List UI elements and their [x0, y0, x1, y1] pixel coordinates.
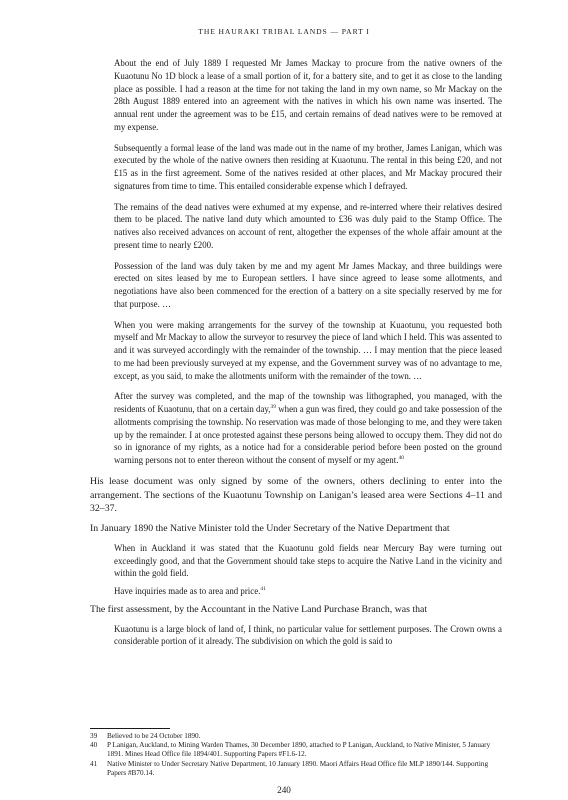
quote-paragraph: When in Auckland it was stated that the Kuaotunu gold fields near Mercury Bay were turning out exceedingly good, and that the Government should take steps to acquire the Native Land in the vicinity and within the gold field. [114, 542, 502, 579]
footnote-ref[interactable]: 39 [270, 404, 277, 411]
footnote-text: Native Minister to Under Secretary Native Department, 10 January 1890. Maori Affairs Head Office file MLP 1890/144. Supporting Papers #B70.14. [107, 759, 489, 777]
page-number: 240 [277, 785, 291, 795]
footnote-ref[interactable]: 41 [260, 586, 266, 593]
body-paragraph: The first assessment, by the Accountant in the Native Land Purchase Branch, was that [90, 603, 428, 615]
quote-text: when a gun was fired, they could go and take possession of the allotments comprising the township. No reservation was made of those belonging to me, and they were taken up by the remainder. I at once protested against these persons being allowed to occupy them. They did not do so in ignorance of my rights, as a notice had for a considerable period before been posted on the ground warning persons not to enter thereon without the consent of myself or my agent. [114, 404, 502, 465]
block-quote-accountant [90, 623, 502, 649]
quote-paragraph: Subsequently a formal lease of the land was made out in the name of my brother, James Lanigan, which was executed by the whole of the native owners then residing at Kuaotunu. The rental in this being £20, and not £15 as in the first agreement. Some of the natives resided at other places, and Mr Mackay procured their signatures from time to time. This entailed considerable expense which I defrayed. [114, 142, 502, 191]
quote-paragraph: When you were making arrangements for the survey of the township at Kuaotunu, you requested both myself and Mr Mackay to allow the surveyor to resurvey the piece of land which I held. This was assented to and it was surveyed accordingly with the remainder of the township. … I may mention that the piece leased to me had been previously surveyed at my expense, and the Government survey was of no advantage to me, except, as you said, to make the allotments uniform with the remainder of the town. … [114, 319, 502, 381]
block-quote-native-minister [90, 542, 502, 598]
quote-paragraph: Possession of the land was duly taken by me and my agent Mr James Mackay, and three buildings were erected on sites leased by me to European settlers. I have since agreed to lease some allotments, and negotiations have also been commenced for the erection of a battery on a site specially reserved by me for that purpose. … [114, 260, 502, 309]
footnotes [90, 728, 502, 778]
body-paragraph: His lease document was only signed by some of the owners, others declining to enter into the arrangement. The sections of the Kuaotunu Township on Lanigan’s leased area were Sections 4–11 and 32–37. [90, 475, 502, 515]
footnote [90, 741, 502, 759]
footnote [90, 760, 502, 778]
footnote-number: 40 [90, 741, 98, 750]
quote-paragraph: The remains of the dead natives were exhumed at my expense, and re-interred where their relatives desired them to be placed. The native land duty which amounted to £36 was duly paid to the Stamp Office. The natives also received advances on account of rent, altogether the expenses of the whole affair amount at the present time to nearly £200. [114, 201, 502, 250]
footnote-number: 39 [90, 732, 98, 740]
quote-paragraph [90, 390, 502, 467]
footnote-ref[interactable]: 40 [398, 455, 404, 462]
footnote-text: Believed to be 24 October 1890. [107, 732, 201, 740]
body-paragraph: In January 1890 the Native Minister told the Under Secretary of the Native Department that [90, 523, 450, 535]
footnote-rule [90, 728, 170, 729]
main-content [90, 57, 502, 656]
quote-text: After the survey was completed, and the map of the township was lithographed, you managed, with the residents of Kuaotunu, that on a certain day, [114, 391, 502, 414]
footnote [90, 732, 502, 741]
quote-paragraph: Kuaotunu is a large block of land of, I think, no particular value for settlement purposes. The Crown owns a considerable portion of it already. The subdivision on which the gold is said to [114, 623, 502, 647]
quote-paragraph [90, 585, 502, 598]
footnote-text: P Lanigan, Auckland, to Mining Warden Thames, 30 December 1890, attached to P Lanigan, Auckland, to Native Minister, 5 January 1891. Mines Head Office file 1894/401. Supporting Papers #F1.6-12. [107, 741, 491, 759]
footnote-number: 41 [90, 759, 98, 768]
running-head: THE HAURAKI TRIBAL LANDS — PART I [198, 27, 370, 36]
block-quote-lanigan [90, 57, 502, 467]
quote-text: Have inquiries made as to area and price. [114, 586, 261, 597]
quote-paragraph: About the end of July 1889 I requested Mr James Mackay to procure from the native owners of the Kuaotunu No 1D block a lease of a small portion of it, for a battery site, and to get it as close to the landing place as possible. I had a reason at the time for not taking the land in my own name, so Mr Mackay on the 28th August 1889 entered into an agreement with the natives in which his own name was inserted. The annual rent under the agreement was to be £15, and certain remains of dead natives were to be removed at my expense. [114, 58, 502, 132]
